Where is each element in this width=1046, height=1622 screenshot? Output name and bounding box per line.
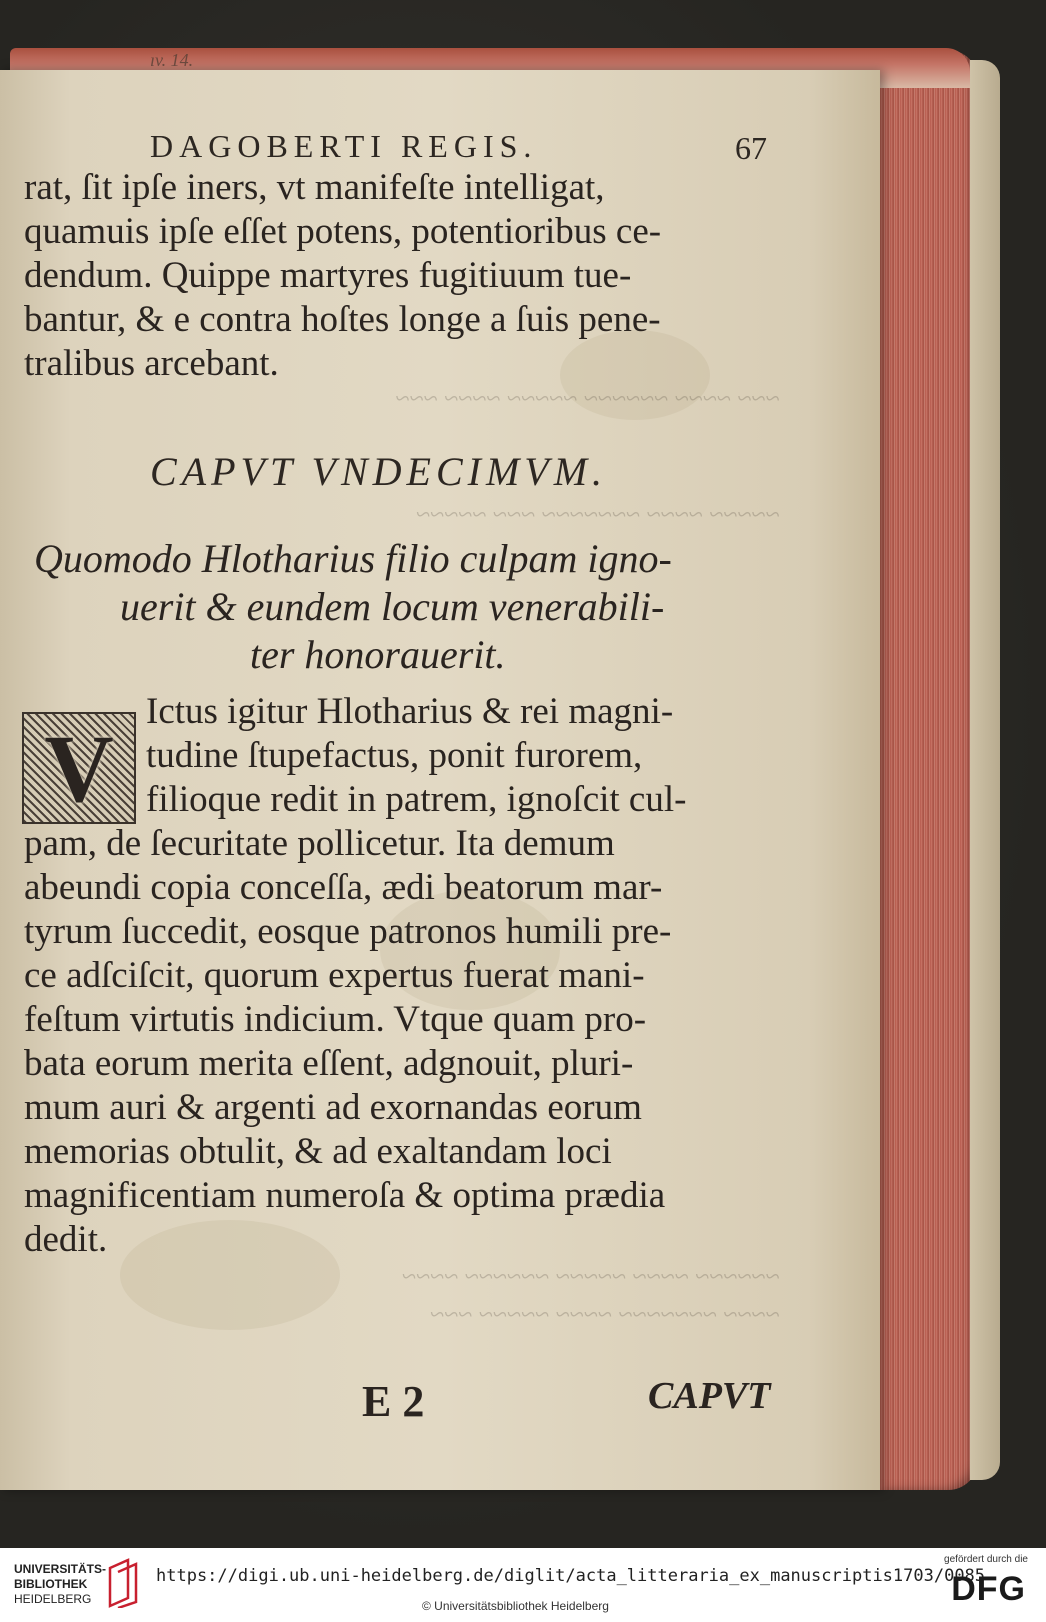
dfg-logo[interactable]: DFG — [951, 1570, 1026, 1608]
shelfmark: ıv. 14. — [150, 50, 194, 70]
text-line: dendum. Quippe martyres fugitiuum tue- — [24, 255, 632, 296]
text-line: Ictus igitur Hlotharius & rei magni- — [146, 691, 674, 732]
logo-line: BIBLIOTHEK — [14, 1577, 88, 1591]
decorated-initial — [22, 712, 136, 824]
text-line: pam, de ſecuritate pollicetur. Ita demum — [24, 823, 615, 864]
subtitle-line: ter honorauerit. — [250, 632, 506, 677]
funding-note: gefördert durch die — [944, 1554, 1028, 1565]
logo-line: UNIVERSITÄTS- — [14, 1562, 107, 1576]
bleed-through: ~~~~~ ~~~~ ~~~~~~~ ~~~ ~~~~~ — [416, 500, 780, 529]
text-line: filioque redit in patrem, ignoſcit cul- — [146, 779, 687, 820]
text-line: tudine ſtupefactus, ponit furorem, — [146, 735, 643, 776]
text-line: tyrum ſuccedit, eosque patronos humili pre- — [24, 911, 672, 952]
subtitle-line: Quomodo Hlotharius filio culpam igno- — [34, 536, 672, 581]
running-head: DAGOBERTI REGIS. — [150, 128, 538, 164]
text-line: feſtum virtutis indicium. Vtque quam pro- — [24, 999, 647, 1040]
subtitle-line: uerit & eundem locum venerabili- — [120, 584, 665, 629]
text-line: magnificentiam numeroſa & optima prædia — [24, 1175, 666, 1216]
text-line: memorias obtulit, & ad exaltandam loci — [24, 1131, 612, 1172]
bleed-through: ~~~ ~~~~ ~~~~~~ ~~~~~ ~~~~ ~~~ — [395, 384, 780, 413]
bleed-through: ~~~~ ~~~~~~~ ~~~~ ~~~~~ ~~~ — [430, 1300, 780, 1329]
text-line: rat, ſit ipſe iners, vt manifeſte intelligat, — [24, 167, 605, 208]
footer-bar — [0, 1548, 1046, 1622]
library-logo[interactable] — [14, 1562, 106, 1607]
text-line: abeundi copia conceſſa, ædi beatorum mar- — [24, 867, 663, 908]
text-line: bantur, & e contra hoſtes longe a ſuis pene- — [24, 299, 661, 340]
copyright-notice: © Universitätsbibliothek Heidelberg — [422, 1599, 609, 1613]
page-number: 67 — [735, 130, 767, 166]
signature-mark: E 2 — [362, 1377, 425, 1426]
text-line: tralibus arcebant. — [24, 343, 279, 384]
catchword: CAPVT — [648, 1375, 771, 1417]
chapter-title: CAPVT VNDECIMVM. — [150, 449, 608, 494]
permalink-url[interactable]: https://digi.ub.uni-heidelberg.de/diglit/acta_litteraria_ex_manuscriptis1703/0085 — [156, 1566, 986, 1586]
text-line: dedit. — [24, 1219, 108, 1260]
text-line: ce adſciſcit, quorum expertus fuerat mani- — [24, 955, 645, 996]
text-line: quamuis ipſe eſſet potens, potentioribus ce- — [24, 211, 662, 252]
bleed-through: ~~~~~~ ~~~~ ~~~~~ ~~~~~~ ~~~~ — [402, 1262, 780, 1291]
initial-letter: V — [44, 714, 114, 822]
logo-line: HEIDELBERG — [14, 1592, 92, 1606]
text-line: bata eorum merita eſſent, adgnouit, pluri- — [24, 1043, 634, 1084]
library-emblem-icon — [106, 1558, 140, 1608]
text-line: mum auri & argenti ad exornandas eorum — [24, 1087, 642, 1128]
